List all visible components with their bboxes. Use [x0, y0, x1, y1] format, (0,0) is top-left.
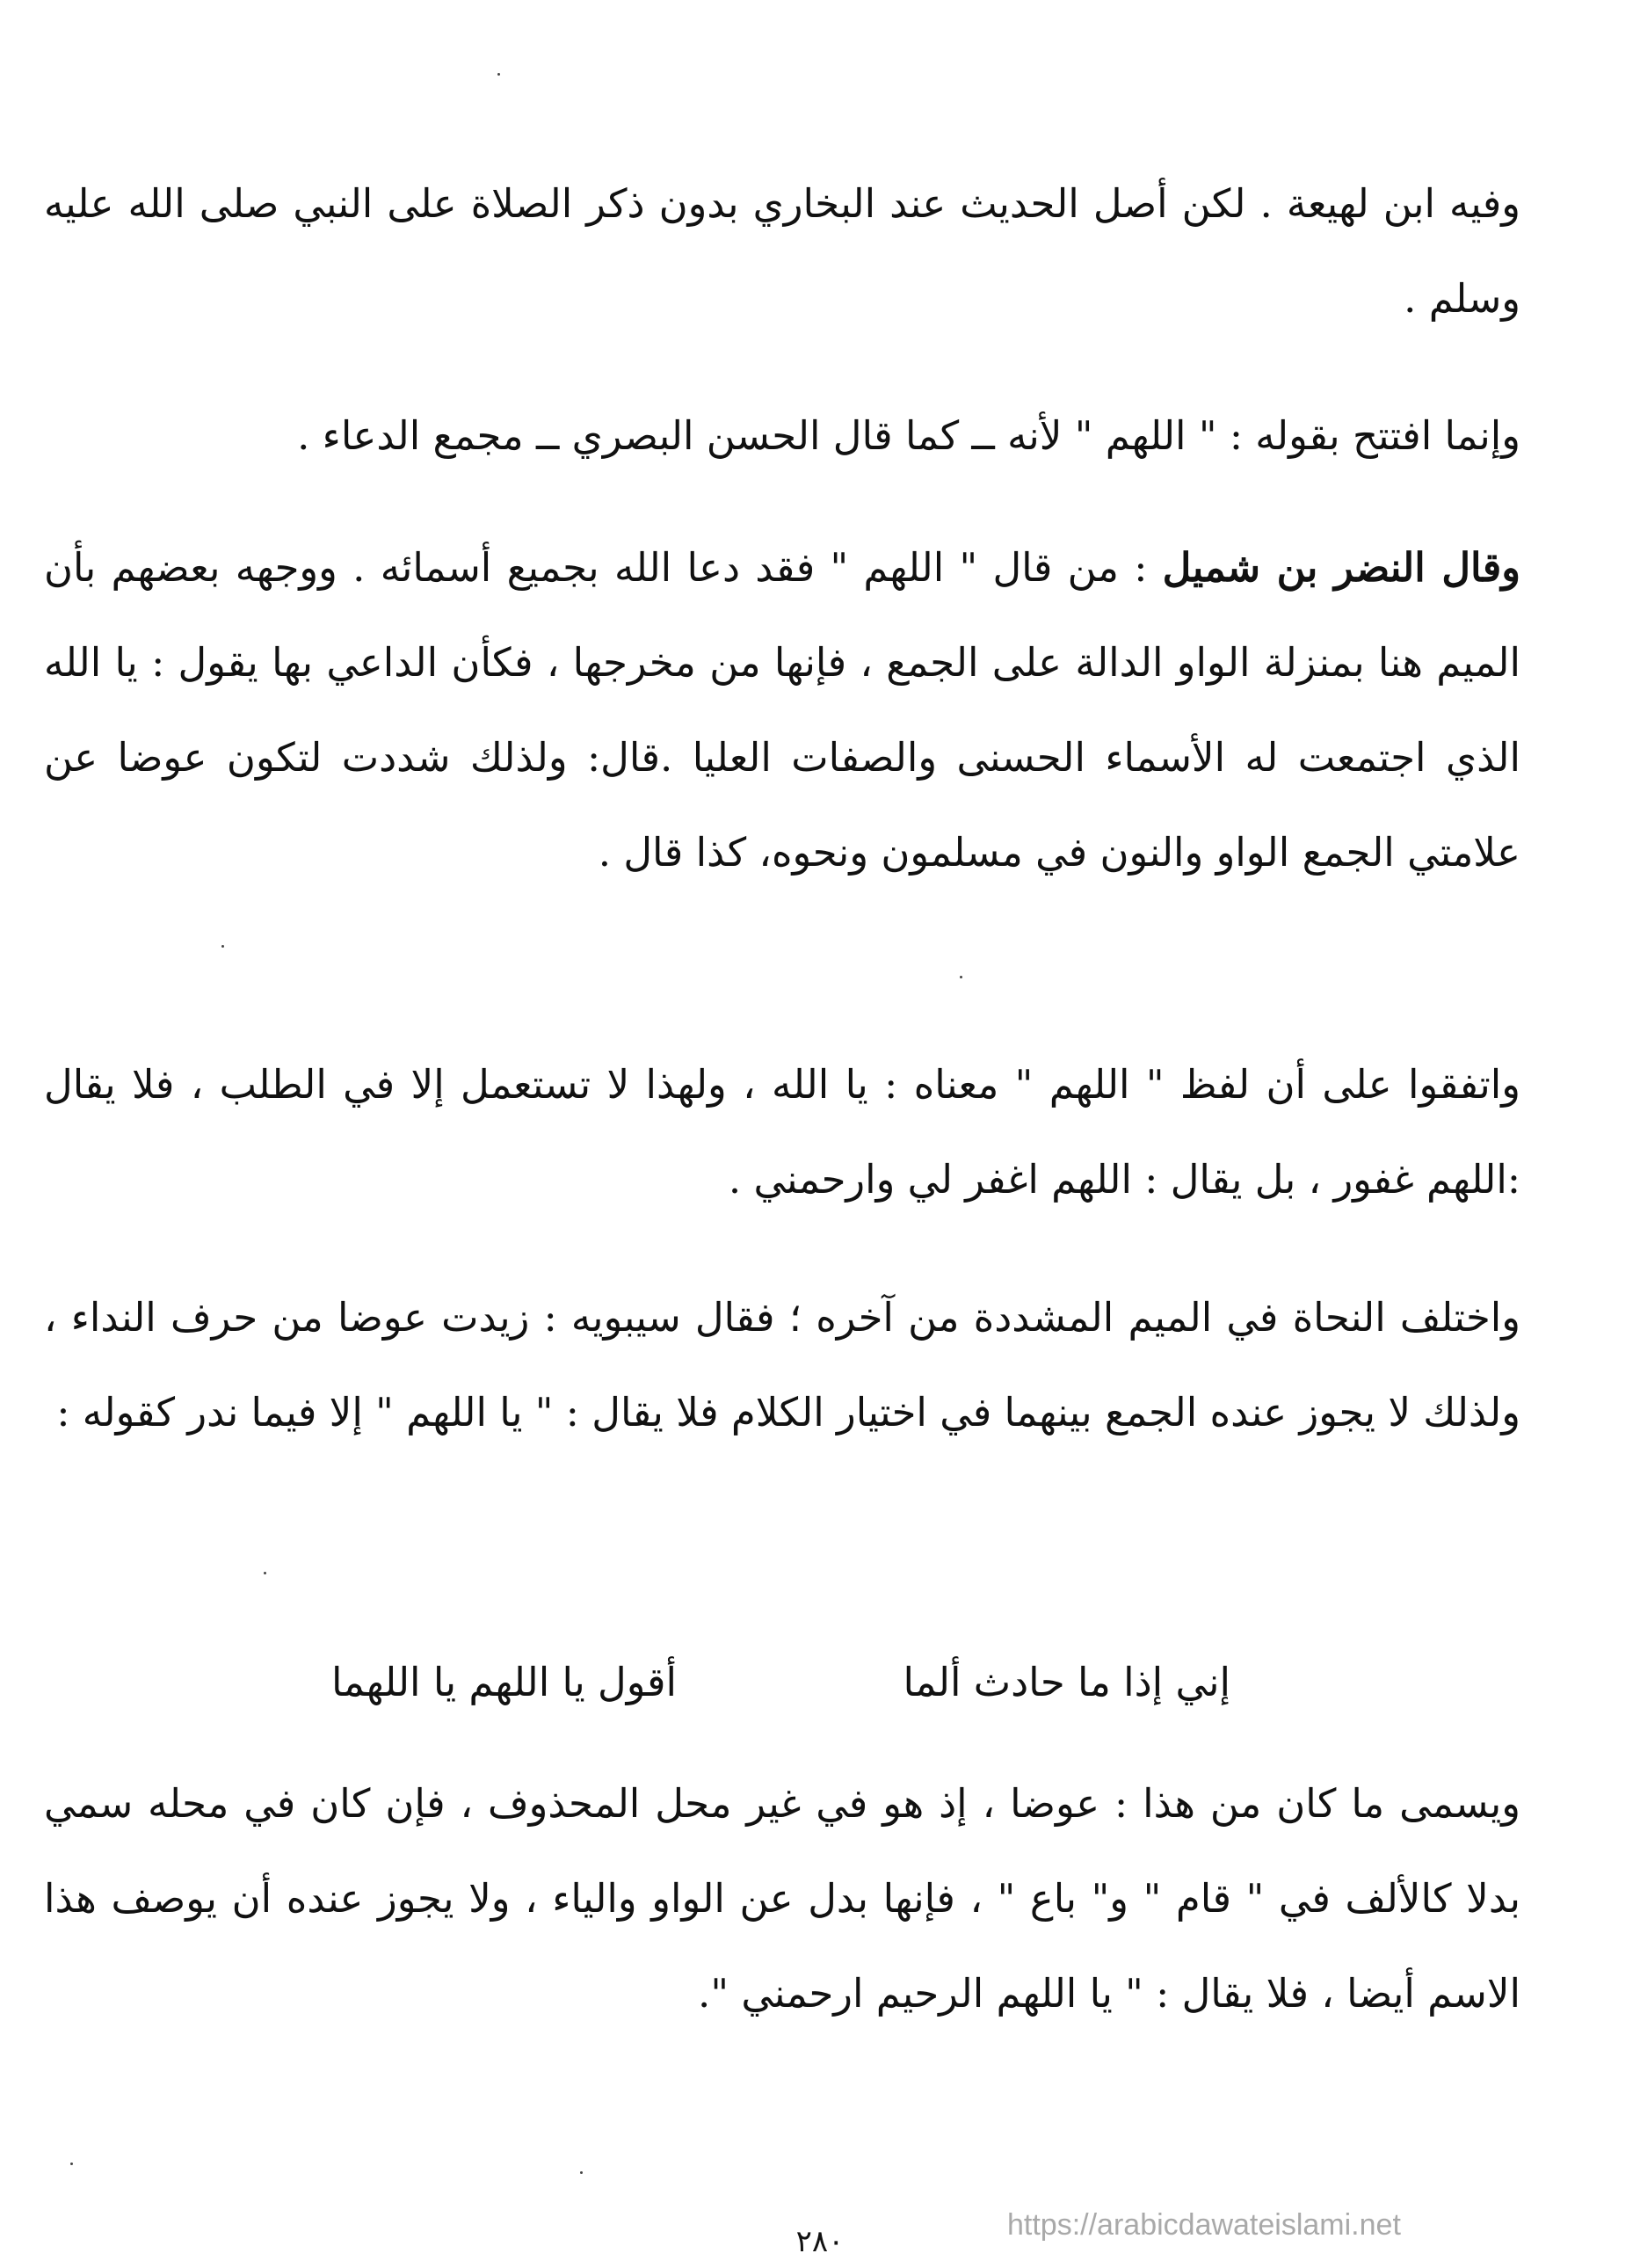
scan-speck — [497, 73, 500, 76]
website-watermark: https://arabicdawateislami.net — [1007, 2208, 1401, 2242]
verse-first-hemistich: إني إذا ما حادث ألما — [903, 1659, 1230, 1705]
page-number: ٢٨٠ — [795, 2224, 845, 2259]
paragraph-ibn-lahia: وفيه ابن لهيعة . لكن أصل الحديث عند البخاري بدون ذكر الصلاة على النبي صلى الله عليه وسلم . — [44, 180, 1520, 322]
poetry-verse — [44, 1635, 1520, 1732]
scan-speck — [70, 2163, 73, 2165]
scan-speck — [221, 945, 224, 948]
speaker-name: وقال النضر بن شميل — [1162, 544, 1520, 591]
paragraph-body: : من قال " اللهم " فقد دعا الله بجميع أسمائه . ووجهه بعضهم بأن الميم هنا بمنزلة الواو الدالة على الجمع ، فإنها من مخرجها ، فكأن الداعي بها يقول : يا الله الذي اجتمعت له الأسماء الحسنى والصفات العليا .قال: ولذلك شددت لتكون عوضا عن علامتي الجمع الواو والنون في مسلمون ونحوه، كذا قال . — [44, 544, 1520, 876]
verse-second-hemistich: أقول يا اللهم يا اللهما — [330, 1659, 677, 1705]
paragraph-allahumma-opening: وإنما افتتح بقوله : " اللهم " لأنه ــ كما قال الحسن البصري ــ مجمع الدعاء . — [297, 412, 1520, 459]
paragraph-nadr-ibn-shumail — [44, 520, 1520, 900]
paragraph-substitution: ويسمى ما كان من هذا : عوضا ، إذ هو في غير محل المحذوف ، فإن كان في محله سمي بدلا كالألف في " قام " و" باع " ، فإنها بدل عن الواو والياء ، ولا يجوز عنده أن يوصف هذا الاسم أيضا ، فلا يقال : " يا اللهم الرحيم ارحمني ". — [44, 1780, 1520, 2017]
scan-speck — [960, 976, 962, 978]
paragraph-meaning-of-allahumma: واتفقوا على أن لفظ " اللهم " معناه : يا الله ، ولهذا لا تستعمل إلا في الطلب ، فلا يقال :اللهم غفور ، بل يقال : اللهم اغفر لي وارحمني . — [44, 1061, 1520, 1203]
scan-speck — [580, 2171, 583, 2174]
paragraph-grammarians-dispute: واختلف النحاة في الميم المشددة من آخره ؛ فقال سيبويه : زيدت عوضا من حرف النداء ، ولذلك لا يجوز عنده الجمع بينهما في اختيار الكلام فلا يقال : " يا اللهم " إلا فيما ندر كقوله : — [44, 1294, 1520, 1436]
scan-speck — [264, 1572, 266, 1574]
